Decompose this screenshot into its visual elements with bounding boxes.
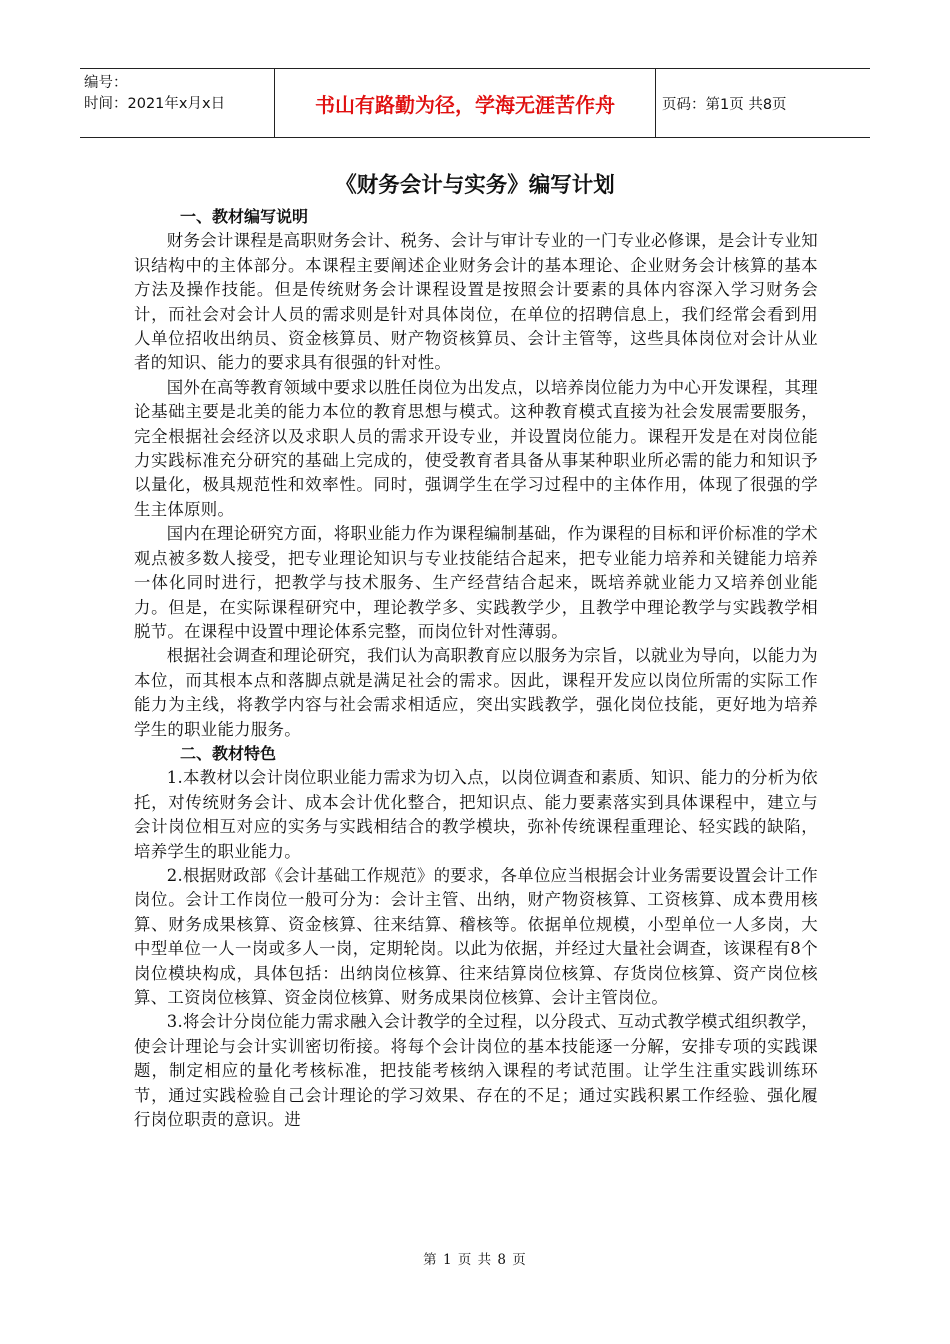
- header-motto: 书山有路勤为径，学海无涯苦作舟: [274, 69, 656, 137]
- paragraph: 国外在高等教育领域中要求以胜任岗位为出发点，以培养岗位能力为中心开发课程，其理论基础主要是北美的能力本位的教育思想与模式。这种教育模式直接为社会发展需要服务，完全根据社会经济以及求职人员的需求开设专业，并设置岗位能力。课程开发是在对岗位能力实践标准充分研究的基础上完成的，使受教育者具备从事某种职业所必需的能力和知识予以量化，极具规范性和效率性。同时，强调学生在学习过程中的主体作用，体现了很强的学生主体原则。: [134, 377, 818, 519]
- paragraph: 1.本教材以会计岗位职业能力需求为切入点，以岗位调查和素质、知识、能力的分析为依托，对传统财务会计、成本会计优化整合，把知识点、能力要素落实到具体课程中，建立与会计岗位相互对应的实务与实践相结合的教学模块，弥补传统课程重理论、轻实践的缺陷，培养学生的职业能力。: [134, 768, 818, 861]
- paragraph: 3.将会计分岗位能力需求融入会计教学的全过程，以分段式、互动式教学模式组织教学，使会计理论与会计实训密切衔接。将每个会计岗位的基本技能逐一分解，安排专项的实践课题，制定相应的量化考核标准，把技能考核纳入课程的考试范围。让学生注重实践训练环节，通过实践检验自己会计理论的学习效果、存在的不足；通过实践积累工作经验、强化履行岗位职责的意识。进: [134, 1012, 818, 1130]
- paragraph: 2.根据财政部《会计基础工作规范》的要求，各单位应当根据会计业务需要设置会计工作岗位。会计工作岗位一般可分为：会计主管、出纳，财产物资核算、工资核算、成本费用核算、财务成果核算、资金核算、往来结算、稽核等。依据单位规模，小型单位一人多岗，大中型单位一人一岗或多人一岗，定期轮岗。以此为依据，并经过大量社会调查，该课程有8个岗位模块构成，具体包括：出纳岗位核算、往来结算岗位核算、存货岗位核算、资产岗位核算、工资岗位核算、资金岗位核算、财务成果岗位核算、会计主管岗位。: [134, 865, 818, 1007]
- document-title: 《财务会计与实务》编写计划: [335, 173, 615, 198]
- section-heading-2: 二、教材特色: [180, 743, 277, 763]
- paragraph: 根据社会调查和理论研究，我们认为高职教育应以服务为宗旨，以就业为导向，以能力为本位，而其根本点和落脚点就是满足社会的需求。因此，课程开发应以岗位所需的实际工作能力为主线，将教学内容与社会需求相适应，突出实践教学，强化岗位技能，更好地为培养学生的职业能力服务。: [134, 646, 818, 739]
- document-body: [134, 205, 818, 1132]
- document-number-label: 编号：: [84, 75, 128, 91]
- document-date-label: 时间：2021年x月x日: [84, 96, 226, 112]
- page-footer: 第 1 页 共 8 页: [423, 1252, 527, 1268]
- header-meta: [80, 69, 274, 137]
- header-page-info: 页码：第1页 共8页: [662, 96, 787, 113]
- paragraph: 国内在理论研究方面，将职业能力作为课程编制基础，作为课程的目标和评价标准的学术观点被多数人接受，把专业理论知识与专业技能结合起来，把专业能力培养和关键能力培养一体化同时进行，把教学与技术服务、生产经营结合起来，既培养就业能力又培养创业能力。但是，在实际课程研究中，理论教学多、实践教学少，且教学中理论教学与实践教学相脱节。在课程中设置中理论体系完整，而岗位针对性薄弱。: [134, 524, 818, 641]
- paragraph: 财务会计课程是高职财务会计、税务、会计与审计专业的一门专业必修课，是会计专业知识结构中的主体部分。本课程主要阐述企业财务会计的基本理论、企业财务会计核算的基本方法及操作技能。但是传统财务会计课程设置是按照会计要素的具体内容深入学习财务会计，而社会对会计人员的需求则是针对具体岗位，在单位的招聘信息上，我们经常会看到用人单位招收出纳员、资金核算员、财产物资核算员、会计主管等，这些具体岗位对会计从业者的知识、能力的要求具有很强的针对性。: [134, 231, 818, 373]
- page-header: [80, 68, 870, 138]
- section-heading-1: 一、教材编写说明: [180, 207, 309, 226]
